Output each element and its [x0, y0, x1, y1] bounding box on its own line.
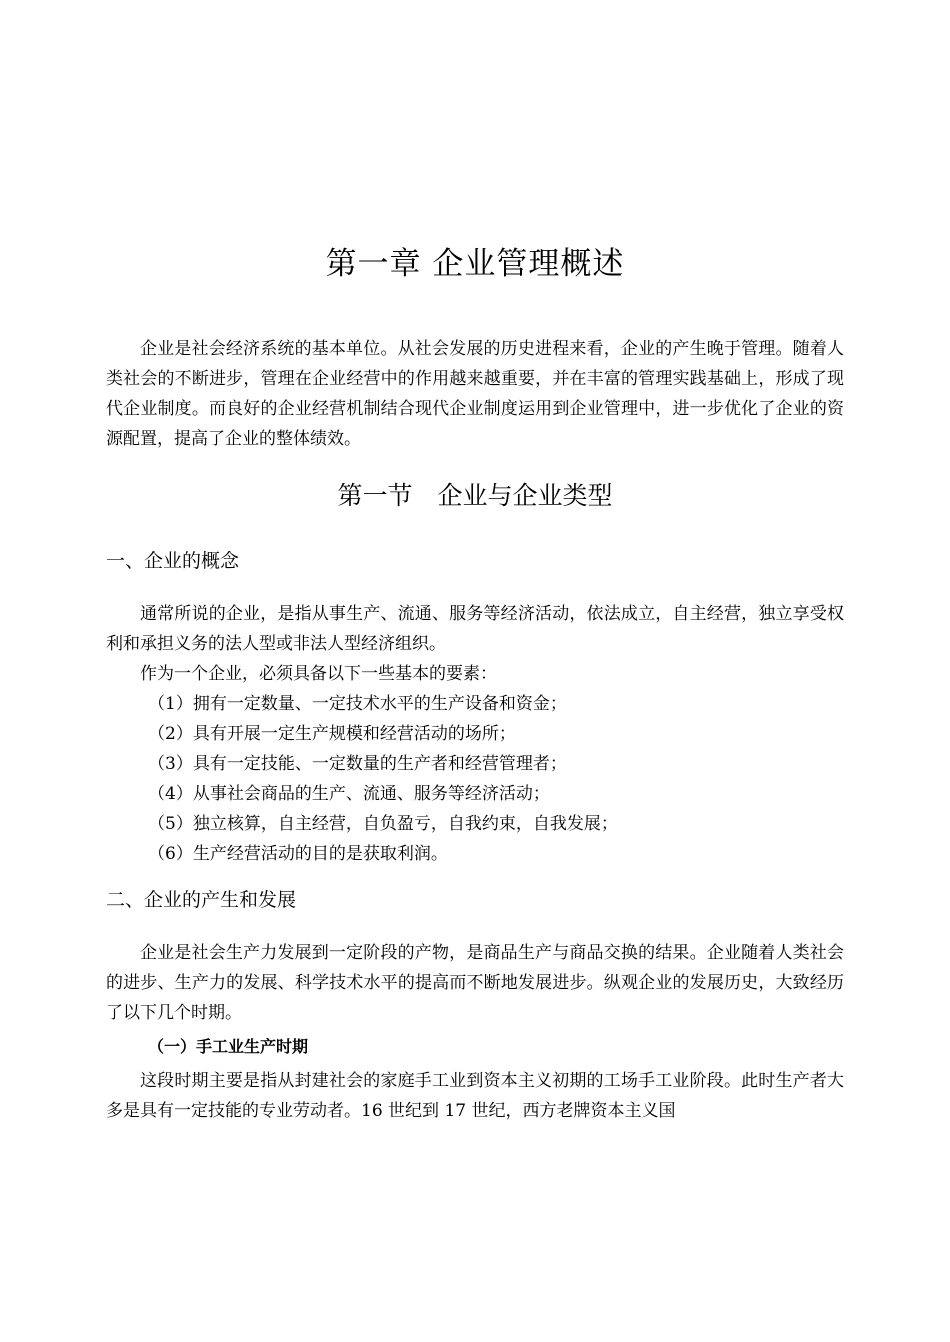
list-item: （5）独立核算，自主经营，自负盈亏，自我约束，自我发展；	[148, 814, 618, 834]
handicraft-paragraph: 这段时期主要是指从封建社会的家庭手工业到资本主义初期的工场手工业阶段。此时生产者大多是具有一定技能的专业劳动者。16 世纪到 17 世纪，西方老牌资本主义国	[106, 1071, 844, 1121]
list-item: （3）具有一定技能、一定数量的生产者和经营管理者；	[148, 754, 567, 774]
list-item: （1）拥有一定数量、一定技术水平的生产设备和资金；	[148, 694, 567, 714]
chapter-intro-paragraph: 企业是社会经济系统的基本单位。从社会发展的历史进程来看，企业的产生晚于管理。随着人类社会的不断进步，管理在企业经营中的作用越来越重要，并在丰富的管理实践基础上，形成了现代企业制度。而良好的企业经营机制结合现代企业制度运用到企业管理中，进一步优化了企业的资源配置，提高了企业的整体绩效。	[106, 339, 844, 449]
definition-paragraph: 通常所说的企业，是指从事生产、流通、服务等经济活动，依法成立，自主经营，独立享受权利和承担义务的法人型或非法人型经济组织。	[106, 604, 844, 654]
subheading-handicraft-period: （一）手工业生产时期	[148, 1037, 309, 1056]
elements-list	[148, 689, 618, 869]
development-intro-paragraph: 企业是社会生产力发展到一定阶段的产物，是商品生产与商品交换的结果。企业随着人类社会的进步、生产力的发展、科学技术水平的提高而不断地发展进步。纵观企业的发展历史，大致经历了以下几个时期。	[106, 943, 844, 1023]
list-item: （2）具有开展一定生产规模和经营活动的场所；	[148, 724, 516, 744]
list-item: （4）从事社会商品的生产、流通、服务等经济活动；	[148, 784, 550, 804]
chapter-title: 第一章 企业管理概述	[325, 246, 625, 282]
section-title: 第一节 企业与企业类型	[337, 481, 613, 510]
heading-origin-development: 二、企业的产生和发展	[106, 889, 297, 911]
heading-concept: 一、企业的概念	[106, 550, 240, 572]
list-item: （6）生产经营活动的目的是获取利润。	[148, 844, 448, 864]
elements-lead-paragraph: 作为一个企业，必须具备以下一些基本的要素：	[140, 664, 497, 684]
